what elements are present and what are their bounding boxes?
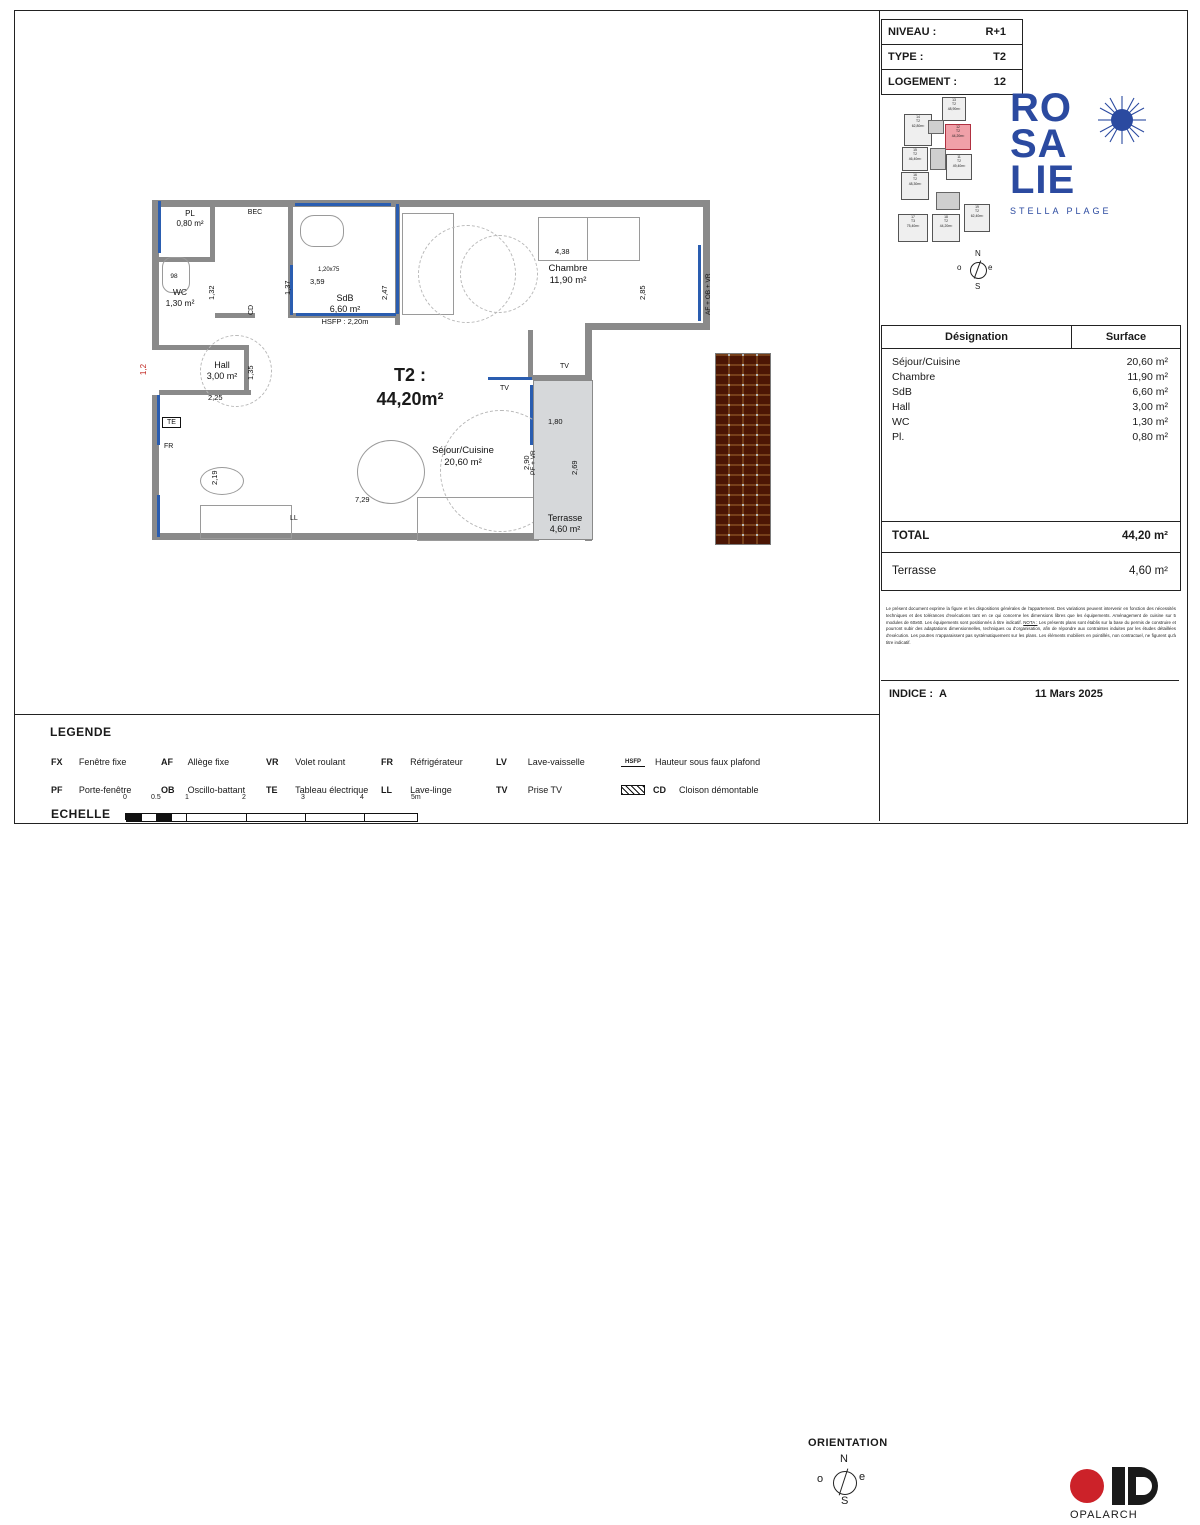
table-row — [882, 430, 1180, 445]
keyplan-unit-type: T2 — [916, 119, 920, 124]
info-key-logement: LOGEMENT : — [888, 76, 958, 88]
keyplan-unit-15 — [902, 147, 928, 171]
indice-date: 11 Mars 2025 — [1034, 688, 1103, 700]
compass-south: S — [841, 1495, 849, 1507]
tag-fr: FR — [164, 443, 174, 450]
dim-1-37: 1,37 — [283, 280, 292, 295]
dim-1-35: 1,35 — [246, 365, 255, 380]
window-blue-6 — [698, 245, 701, 321]
tag-tv-1: TV — [560, 363, 569, 370]
legend-item-fx — [51, 757, 161, 767]
keyplan-unit-area: 44,20m² — [939, 223, 953, 228]
scale-tick-5: 4 — [360, 794, 364, 801]
legend-abbr: OB — [161, 785, 175, 795]
keyplan-unit-type: T2 — [952, 102, 956, 107]
legend-item-tv — [496, 785, 621, 795]
keyplan-unit-num: 15 — [913, 148, 917, 152]
logo-dot — [1070, 1469, 1104, 1503]
keyplan-unit-12-highlight — [945, 124, 971, 150]
table-row — [882, 400, 1180, 415]
indice-value: A — [939, 688, 947, 700]
surface-value: 6,60 m² — [1132, 386, 1168, 398]
keyplan-unit-area: 62,80m² — [911, 123, 925, 128]
legend-row-1 — [51, 748, 811, 776]
wall-mid-right — [585, 323, 710, 330]
legend-abbr: VR — [266, 757, 279, 767]
legend-text: Allège fixe — [187, 757, 230, 767]
scale-tick-4: 3 — [301, 794, 305, 801]
room-area-terrasse: 4,60 m² — [549, 524, 581, 535]
logo-line-3: LIE — [1010, 158, 1076, 202]
legend-text: Lave-vaisselle — [527, 757, 585, 767]
keyplan-unit-num: 12 — [956, 125, 960, 129]
legend-abbr: AF — [161, 757, 173, 767]
room-area-wc: 1,30 m² — [165, 297, 195, 308]
info-value-niveau: R+1 — [985, 26, 1006, 38]
legend-text: Oscillo-battant — [187, 785, 246, 795]
keyplan-core-2 — [936, 192, 960, 210]
legend-text: Porte-fenêtre — [78, 785, 132, 795]
dim-1-80: 1,80 — [548, 417, 563, 426]
dim-4-38: 4,38 — [555, 247, 570, 256]
keyplan-unit-area: 48,30m² — [908, 181, 922, 186]
compass-east: e — [859, 1471, 866, 1483]
room-label-wc — [145, 287, 215, 308]
room-area-hall: 3,00 m² — [206, 371, 238, 382]
dim-2-19: 2,19 — [210, 470, 219, 485]
info-row-niveau — [882, 20, 1022, 45]
terrace-label: Terrasse — [892, 565, 937, 577]
keyplan-unit-num: 19 — [975, 205, 979, 209]
keyplan-unit-area: 48,90m² — [947, 106, 961, 111]
notes-text: Le présent document exprime la figure et les dispositions générales de l'appartement. Des variations peuvent intervenir en fonction des nécessités techniques et des tolérances d'exécutions tant en ce qui concerne les dimensions libres que les équipements. Aménagement de cuisine sur 5 modules de 60x60. Les équipements sont positionnés à titre indicatif. — [886, 606, 1176, 625]
surface-table — [881, 325, 1181, 522]
bec-annotation: BEC — [247, 209, 263, 216]
legal-notes — [886, 606, 1176, 647]
tag-pf-vr: PF + VR — [530, 450, 537, 475]
tag-tv-2: TV — [500, 385, 509, 392]
project-logo — [1010, 86, 1170, 280]
surface-name: Séjour/Cuisine — [892, 356, 961, 368]
legend-abbr: TE — [266, 785, 278, 795]
dim-1-32: 1,32 — [207, 285, 216, 300]
legend-item-hsfp — [621, 757, 760, 767]
legend-item-ll — [381, 785, 496, 795]
keyplan-unit-num: 17 — [911, 215, 915, 219]
info-row-type — [882, 45, 1022, 70]
keyplan-unit-13 — [942, 97, 966, 121]
keyplan-unit-type: T2 — [944, 219, 948, 224]
info-row-logement — [882, 70, 1022, 94]
legend-abbr: TV — [496, 785, 508, 795]
surface-value: 11,90 m² — [1127, 371, 1168, 383]
logo-bar — [1112, 1467, 1125, 1505]
legend-item-vr — [266, 757, 381, 767]
table-row — [882, 355, 1180, 370]
keyplan-unit-type: T3 — [911, 219, 915, 224]
legend-abbr: PF — [51, 785, 63, 795]
legend-text: Lave-linge — [410, 785, 452, 795]
keyplan-core — [930, 148, 946, 170]
keyplan-unit-num: 13 — [952, 98, 956, 102]
legend-text: Cloison démontable — [679, 785, 759, 795]
legend-panel — [15, 714, 1138, 1521]
room-label-pl — [160, 209, 220, 229]
info-key-type: TYPE : — [888, 51, 924, 63]
surface-value: 0,80 m² — [1132, 431, 1168, 443]
room-label-terrasse — [535, 513, 595, 536]
legend-abbr: LV — [496, 757, 507, 767]
dim-2-69: 2,69 — [570, 460, 579, 475]
dim-7-29: 7,29 — [355, 495, 370, 504]
col-designation: Désignation — [945, 331, 1008, 343]
dim-red-1-2: 1,2 — [139, 363, 149, 376]
total-label: TOTAL — [892, 530, 930, 542]
logo-line-1: RO — [1010, 86, 1072, 130]
dim-3-59: 3,59 — [310, 277, 325, 286]
legend-title: LEGENDE — [50, 725, 112, 739]
surface-name: Chambre — [892, 371, 936, 383]
room-label-sdb — [300, 293, 390, 327]
keyplan-unit-type: T2 — [913, 177, 917, 182]
wall-sejour-right — [528, 330, 533, 380]
hsfp-icon: HSFP — [621, 758, 645, 767]
cooktop — [200, 467, 244, 495]
legend-item-lv — [496, 757, 621, 767]
window-blue-3 — [396, 204, 399, 314]
scale-tick-6: 5m — [411, 794, 421, 801]
keyplan-unit-area: 44,20m² — [951, 133, 965, 138]
legend-abbr: FR — [381, 757, 393, 767]
legend-text: Prise TV — [527, 785, 563, 795]
surface-table-header — [882, 326, 1180, 349]
notes-nota-text: Les présents plans sont établis sur la base du permis de construire et pourront subir des adaptations dimensionnelles, techniques ou d'organisation, afin de répondre aux contraintes induites par les études détaillées d'exécution. Les poutres n'apparaissent pas systématiquement sur les plans. Les éléments mobiliers en pointillés, non contractuel, ne figurent qu'à titre indicatif. — [886, 619, 1176, 646]
keyplan-unit-num: 18 — [944, 215, 948, 219]
window-blue-10 — [488, 377, 532, 380]
surface-name: Pl. — [892, 431, 905, 443]
dim-2-85: 2,85 — [638, 285, 647, 300]
plan-title-line2: 44,20m² — [376, 389, 444, 410]
terrace-row — [881, 552, 1181, 591]
indice-label: INDICE : — [889, 688, 933, 700]
compass-east: e — [988, 263, 993, 272]
keyplan-unit-16 — [901, 172, 929, 200]
tag-cd: CD — [248, 304, 255, 315]
compass-north: N — [840, 1453, 848, 1465]
legend-text: Fenêtre fixe — [78, 757, 127, 767]
room-hsfp-sdb: HSFP : 2,20m — [321, 316, 369, 326]
surface-name: SdB — [892, 386, 912, 398]
orientation-label: ORIENTATION — [808, 1437, 888, 1449]
dim-2-25: 2,25 — [208, 393, 223, 402]
tag-te: TE — [162, 417, 181, 428]
legend-item-af — [161, 757, 266, 767]
info-value-logement: 12 — [993, 76, 1006, 88]
floor-plan — [140, 195, 870, 565]
kitchen-counter — [200, 505, 292, 539]
keyplan-unit-type: T2 — [913, 152, 917, 157]
total-value: 44,20 m² — [1121, 530, 1168, 542]
room-area-chambre: 11,90 m² — [549, 274, 587, 286]
col-surface: Surface — [1071, 326, 1180, 348]
legend-item-pf — [51, 785, 161, 795]
scale-bar — [123, 794, 425, 829]
keyplan-unit-area: 49,40m² — [952, 163, 966, 168]
dim-2-90: 2,90 — [522, 455, 531, 470]
compass-west: o — [817, 1473, 824, 1485]
scale-ticks — [125, 813, 416, 820]
keyplan-unit-area: 46,40m² — [908, 156, 922, 161]
terrace-value: 4,60 m² — [1129, 565, 1168, 577]
room-name-sejour: Séjour/Cuisine — [432, 445, 494, 456]
plan-title — [335, 363, 485, 412]
tag-af-ob-vr: AF + OB + VR — [705, 273, 712, 315]
info-key-niveau: NIVEAU : — [888, 26, 937, 38]
keyplan-compass — [955, 250, 1001, 296]
surface-name: Hall — [892, 401, 911, 413]
keyplan-unit-type: T2 — [956, 129, 960, 134]
table-row — [882, 370, 1180, 385]
wall-top-right — [585, 200, 710, 207]
legend-item-ob — [161, 785, 266, 795]
info-value-type: T2 — [993, 51, 1006, 63]
table-row — [882, 385, 1180, 400]
window-blue-2 — [295, 203, 391, 206]
room-name-sdb: SdB — [336, 293, 354, 303]
room-name-hall: Hall — [214, 360, 230, 370]
scale-tick-1: 0.5 — [151, 794, 161, 801]
room-area-sdb: 6,60 m² — [329, 304, 361, 315]
keyplan-unit-area: 75,40m² — [906, 223, 920, 228]
room-name-wc: WC — [172, 287, 188, 297]
room-label-chambre — [518, 263, 618, 287]
sunburst-icon — [1096, 94, 1148, 146]
room-label-sejour — [403, 445, 523, 469]
notes-nota-label: NOTA : — [1023, 619, 1038, 625]
scale-label: ECHELLE — [51, 807, 111, 821]
room-area-sejour: 20,60 m² — [444, 456, 482, 468]
legend-text: Tableau électrique — [295, 785, 369, 795]
terrace-decking — [715, 353, 771, 545]
annotation-98: 98 — [170, 273, 178, 280]
room-name-terrasse: Terrasse — [547, 513, 583, 523]
legend-abbr: LL — [381, 785, 392, 795]
dim-2-47: 2,47 — [380, 285, 389, 300]
compass-west: o — [957, 263, 962, 272]
company-name: OPALARCH — [1070, 1509, 1138, 1521]
keyplan-unit-num: 11 — [957, 155, 961, 159]
surface-value: 20,60 m² — [1126, 356, 1168, 368]
keyplan-unit-num: 14 — [916, 115, 920, 119]
compass-south: S — [975, 282, 981, 291]
surface-value: 1,30 m² — [1132, 416, 1168, 428]
keyplan-unit-type: T2 — [957, 159, 961, 164]
room-name-chambre: Chambre — [548, 263, 588, 274]
scale-tick-3: 2 — [242, 794, 246, 801]
orientation-block — [808, 1437, 898, 1449]
indice-row — [881, 680, 1179, 707]
legend-item-cd — [621, 785, 759, 795]
keyplan-core-3 — [928, 120, 944, 134]
window-blue-7 — [157, 395, 160, 445]
legend-row-2 — [51, 776, 811, 804]
keyplan-unit-type: T2 — [975, 209, 979, 214]
keyplan-unit-17 — [898, 214, 928, 242]
tag-ll: LL — [290, 515, 298, 522]
legend-abbr: CD — [653, 785, 666, 795]
legend-grid — [51, 748, 811, 804]
keyplan-unit-num: 16 — [913, 173, 917, 177]
total-row — [881, 520, 1181, 553]
hatch-icon — [621, 785, 645, 795]
info-table — [881, 19, 1023, 95]
legend-abbr: FX — [51, 757, 63, 767]
table-row — [882, 415, 1180, 430]
logo-subtitle: STELLA PLAGE — [1010, 206, 1112, 216]
legend-text: Volet roulant — [295, 757, 346, 767]
compass-north: N — [975, 249, 981, 258]
keyplan-unit-19 — [964, 204, 990, 232]
sink-fixture — [300, 215, 344, 247]
room-area-pl: 0,80 m² — [176, 219, 204, 228]
legend-text: Hauteur sous faux plafond — [655, 757, 761, 767]
company-logo — [1070, 1463, 1198, 1525]
annotation-tub-size: 1,20x75 — [318, 267, 340, 273]
plan-title-line1: T2 : — [393, 365, 426, 385]
room-name-pl: PL — [185, 209, 195, 218]
legend-item-fr — [381, 757, 496, 767]
scale-tick-0: 0 — [123, 794, 127, 801]
surface-name: WC — [892, 416, 910, 428]
scale-tick-2: 1 — [185, 794, 189, 801]
surface-value: 3,00 m² — [1132, 401, 1168, 413]
keyplan-unit-11 — [946, 154, 972, 180]
window-blue-8 — [157, 495, 160, 537]
logo-line-2: SA — [1010, 122, 1068, 166]
keyplan-unit-area: 62,40m² — [970, 213, 984, 218]
legend-text: Réfrigérateur — [410, 757, 463, 767]
keyplan-unit-18 — [932, 214, 960, 242]
